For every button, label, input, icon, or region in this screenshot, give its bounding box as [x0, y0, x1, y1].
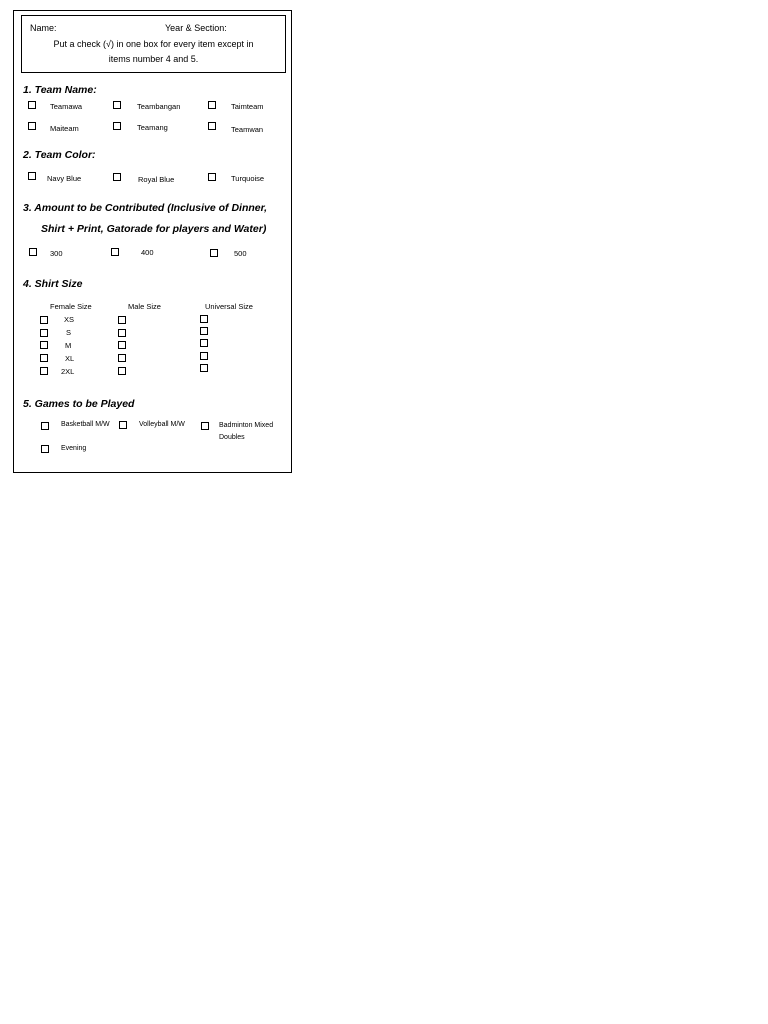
male-size-checkbox[interactable] [118, 367, 126, 375]
team-name-option: Teamwan [231, 125, 264, 134]
amount-option: 500 [234, 249, 247, 258]
games-checkbox[interactable] [41, 445, 49, 453]
games-heading: 5. Games to be Played [23, 398, 135, 410]
games-option: Volleyball M/W [139, 421, 185, 428]
instruction-line-1: Put a check (√) in one box for every item except in [53, 39, 254, 49]
team-name-checkbox[interactable] [208, 101, 216, 109]
team-name-checkbox[interactable] [28, 122, 36, 130]
games-option: Badminton Mixed [219, 422, 274, 429]
male-size-header: Male Size [128, 302, 161, 311]
team-color-option: Royal Blue [138, 175, 175, 184]
universal-size-checkbox[interactable] [200, 352, 208, 360]
team-name-option: Teambangan [137, 102, 181, 111]
male-size-checkbox[interactable] [118, 329, 126, 337]
team-color-heading: 2. Team Color: [23, 149, 96, 161]
team-name-option: Teamang [137, 123, 168, 132]
team-name-checkbox[interactable] [208, 122, 216, 130]
team-name-option: Taimteam [231, 102, 264, 111]
team-color-checkbox[interactable] [208, 173, 216, 181]
games-option-continued: Doubles [219, 434, 245, 441]
games-checkbox[interactable] [41, 422, 49, 430]
instruction-line-2: items number 4 and 5. [108, 54, 199, 64]
amount-heading-line-2: Shirt + Print, Gatorade for players and Water) [41, 223, 267, 235]
games-checkbox[interactable] [119, 421, 127, 429]
female-size-checkbox[interactable] [40, 341, 48, 349]
games-checkbox[interactable] [201, 422, 209, 430]
amount-heading-line-1: 3. Amount to be Contributed (Inclusive of Dinner, [23, 202, 268, 214]
universal-size-checkbox[interactable] [200, 315, 208, 323]
shirt-size-heading: 4. Shirt Size [23, 278, 83, 290]
female-size-checkbox[interactable] [40, 329, 48, 337]
amount-option: 400 [141, 248, 154, 257]
amount-checkbox[interactable] [210, 249, 218, 257]
female-size-header: Female Size [50, 302, 92, 311]
team-color-option: Turquoise [231, 174, 265, 183]
male-size-checkbox[interactable] [118, 316, 126, 324]
amount-checkbox[interactable] [111, 248, 119, 256]
amount-option: 300 [50, 249, 63, 258]
year-section-label: Year & Section: [165, 23, 227, 33]
team-name-checkbox[interactable] [28, 101, 36, 109]
team-color-option: Navy Blue [47, 174, 82, 183]
team-name-checkbox[interactable] [113, 101, 121, 109]
team-color-checkbox[interactable] [28, 172, 36, 180]
size-label: 2XL [61, 367, 75, 376]
female-size-checkbox[interactable] [40, 367, 48, 375]
size-label: M [65, 341, 72, 350]
universal-size-checkbox[interactable] [200, 339, 208, 347]
name-label: Name: [30, 23, 57, 33]
team-name-option: Maiteam [50, 124, 79, 133]
universal-size-checkbox[interactable] [200, 364, 208, 372]
size-label: XL [65, 354, 75, 363]
male-size-checkbox[interactable] [118, 341, 126, 349]
team-name-option: Teamawa [50, 102, 83, 111]
team-color-checkbox[interactable] [113, 173, 121, 181]
female-size-checkbox[interactable] [40, 354, 48, 362]
team-name-checkbox[interactable] [113, 122, 121, 130]
games-option: Evening [61, 445, 87, 452]
universal-size-header: Universal Size [205, 302, 253, 311]
team-name-heading: 1. Team Name: [23, 84, 97, 96]
female-size-checkbox[interactable] [40, 316, 48, 324]
size-label: XS [64, 315, 75, 324]
universal-size-checkbox[interactable] [200, 327, 208, 335]
amount-checkbox[interactable] [29, 248, 37, 256]
size-label: S [66, 328, 72, 337]
male-size-checkbox[interactable] [118, 354, 126, 362]
games-option: Basketball M/W [61, 421, 110, 428]
